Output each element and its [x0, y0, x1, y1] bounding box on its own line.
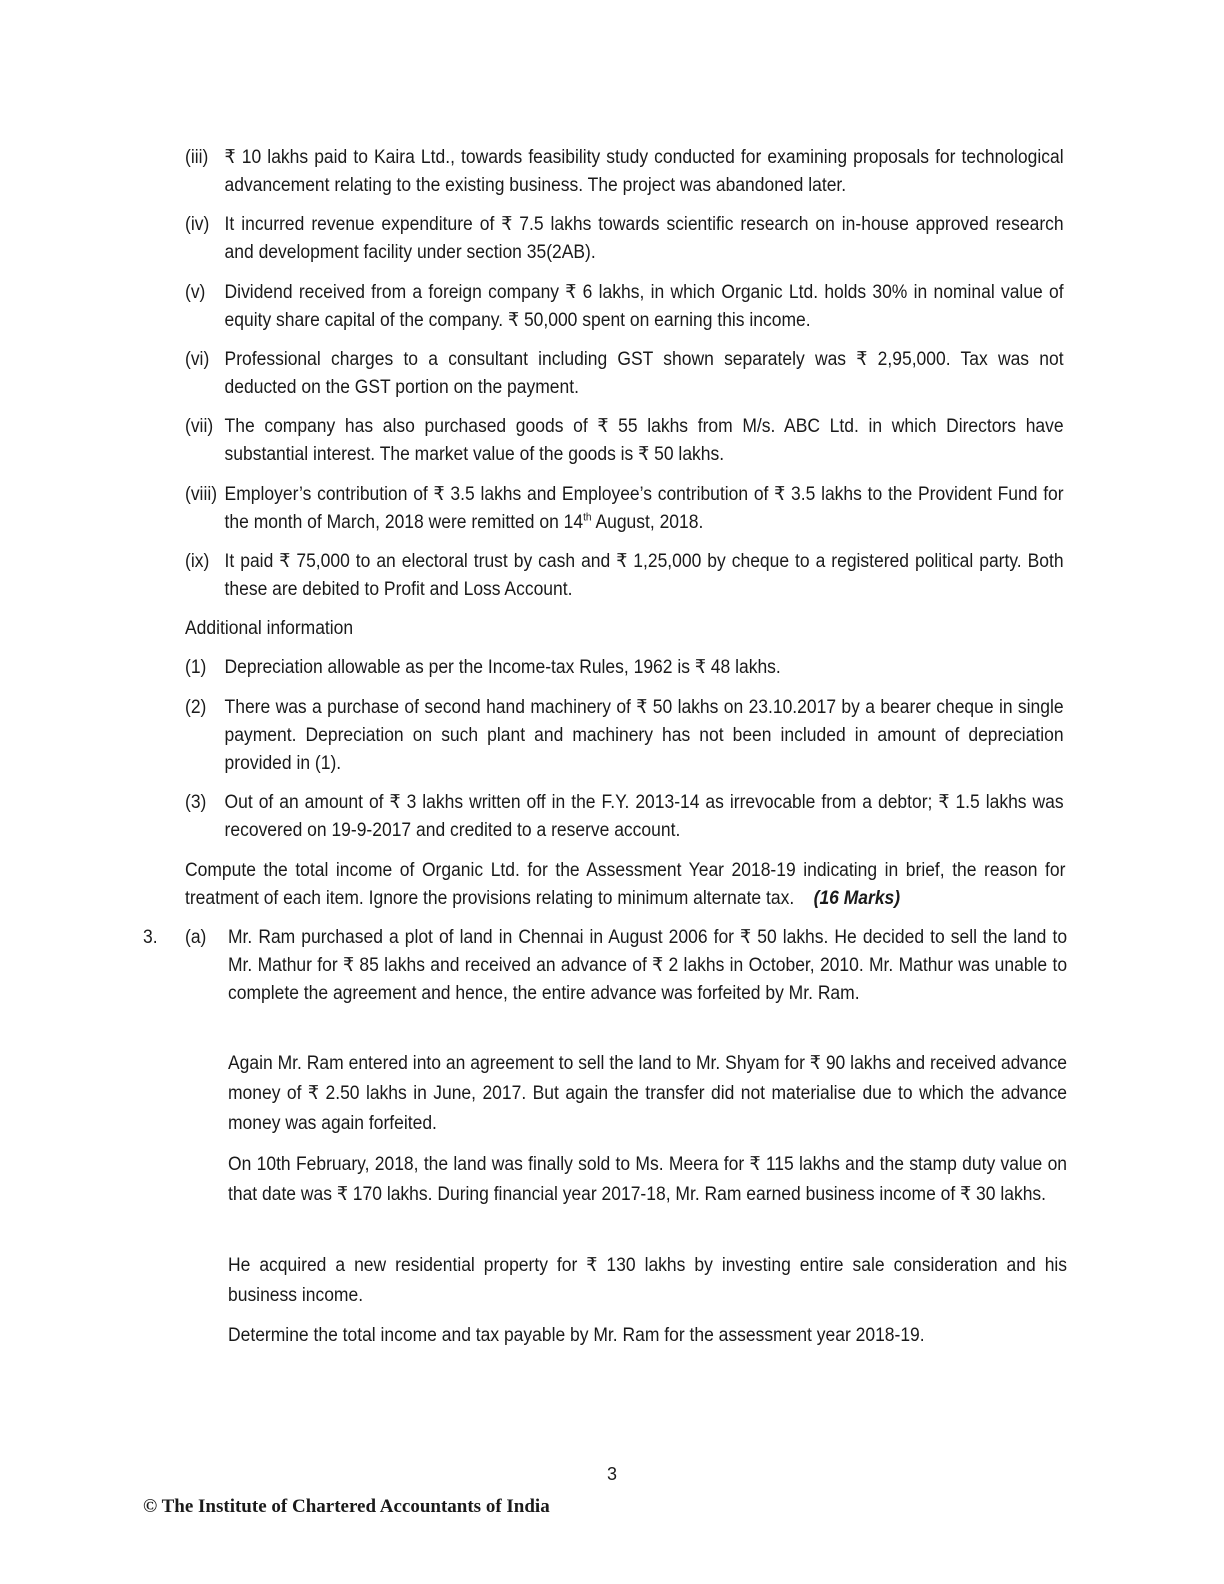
list-item — [185, 654, 998, 682]
compute-text: Compute the total income of Organic Ltd. for the Assessment Year 2018-19 indicating in brief, the reason for treatment of each item. Ignore the provisions relating to minimum alternate tax. — [185, 860, 1066, 909]
ordinal-suffix: th — [583, 511, 592, 524]
question-paragraph: Determine the total income and tax payable by Mr. Ram for the assessment year 2018-19. — [228, 1325, 925, 1346]
item-label: (1) — [185, 657, 207, 678]
item-text: It paid ₹ 75,000 to an electoral trust by cash and ₹ 1,25,000 by cheque to a registered political party. Both these are debited to Profit and Loss Account. — [224, 551, 1064, 600]
item-label: (3) — [185, 792, 207, 813]
question-part-label: (a) — [185, 927, 207, 948]
compute-instruction — [185, 857, 1065, 913]
list-item — [185, 481, 1064, 537]
item-text: Depreciation allowable as per the Income-tax Rules, 1962 is ₹ 48 lakhs. — [224, 657, 781, 678]
item-label: (vi) — [185, 349, 210, 370]
item-text: Professional charges to a consultant including GST shown separately was ₹ 2,95,000. Tax was not deducted on the GST portion on the payment. — [224, 349, 1064, 398]
item-text: Dividend received from a foreign company ₹ 6 lakhs, in which Organic Ltd. holds 30% in nominal value of equity share capital of the company. ₹ 50,000 spent on earning this income. — [224, 282, 1064, 331]
item-label: (2) — [185, 697, 207, 718]
page-number: 3 — [606, 1464, 617, 1484]
item-label: (ix) — [185, 551, 210, 572]
item-text-part: August, 2018. — [591, 512, 704, 533]
list-item — [185, 279, 1064, 335]
item-label: (viii) — [185, 484, 218, 505]
question-paragraph: On 10th February, 2018, the land was finally sold to Ms. Meera for ₹ 115 lakhs and the stamp duty value on that date was ₹ 170 lakhs. During financial year 2017-18, Mr. Ram earned business income of ₹ 30 lakhs. — [228, 1154, 1068, 1205]
item-text: The company has also purchased goods of ₹ 55 lakhs from M/s. ABC Ltd. in which Directors have substantial interest. The market value of the goods is ₹ 50 lakhs. — [224, 416, 1064, 465]
item-text: ₹ 10 lakhs paid to Kaira Ltd., towards feasibility study conducted for examining proposals for technological advancement relating to the existing business. The project was abandoned later. — [224, 147, 1064, 196]
item-text: There was a purchase of second hand machinery of ₹ 50 lakhs on 23.10.2017 by a bearer cheque in single payment. Depreciation on such plant and machinery has not been included in amount of depreciation provided in (1). — [224, 697, 1064, 774]
list-item — [185, 144, 1064, 200]
list-item — [185, 413, 1064, 469]
list-item — [185, 548, 1064, 604]
item-text — [225, 481, 1064, 537]
item-label: (iv) — [185, 214, 210, 235]
additional-info-heading: Additional information — [185, 618, 354, 639]
footer-copyright: © The Institute of Chartered Accountants of India — [143, 1496, 550, 1517]
list-item — [185, 789, 1064, 845]
question-paragraph: He acquired a new residential property for ₹ 130 lakhs by investing entire sale consideration and his business income. — [228, 1255, 1068, 1306]
list-item — [185, 211, 1064, 267]
question-paragraph: Mr. Ram purchased a plot of land in Chennai in August 2006 for ₹ 50 lakhs. He decided to sell the land to Mr. Mathur for ₹ 85 lakhs and received an advance of ₹ 2 lakhs in October, 2010. Mr. Mathur was unable to complete the agreement and hence, the entire advance was forfeited by Mr. Ram. — [228, 927, 1068, 1004]
question-number: 3. — [143, 927, 158, 948]
item-text: Out of an amount of ₹ 3 lakhs written off in the F.Y. 2013-14 as irrevocable from a debtor; ₹ 1.5 lakhs was recovered on 19-9-2017 and credited to a reserve account. — [224, 792, 1064, 841]
item-label: (vii) — [185, 416, 214, 437]
marks-label: (16 Marks) — [813, 888, 901, 909]
list-item — [185, 346, 1064, 402]
list-item — [185, 694, 1064, 778]
question-paragraph: Again Mr. Ram entered into an agreement to sell the land to Mr. Shyam for ₹ 90 lakhs and received advance money of ₹ 2.50 lakhs in June, 2017. But again the transfer did not materialise due to which the advance money was again forfeited. — [228, 1053, 1068, 1134]
item-text: It incurred revenue expenditure of ₹ 7.5 lakhs towards scientific research on in-house approved research and development facility under section 35(2AB). — [224, 214, 1064, 263]
item-label: (iii) — [185, 147, 209, 168]
item-text-part: Employer’s contribution of ₹ 3.5 lakhs and Employee’s contribution of ₹ 3.5 lakhs to the Provident Fund for the month of March, 2018 were remitted on 14 — [224, 484, 1064, 533]
item-label: (v) — [185, 282, 206, 303]
